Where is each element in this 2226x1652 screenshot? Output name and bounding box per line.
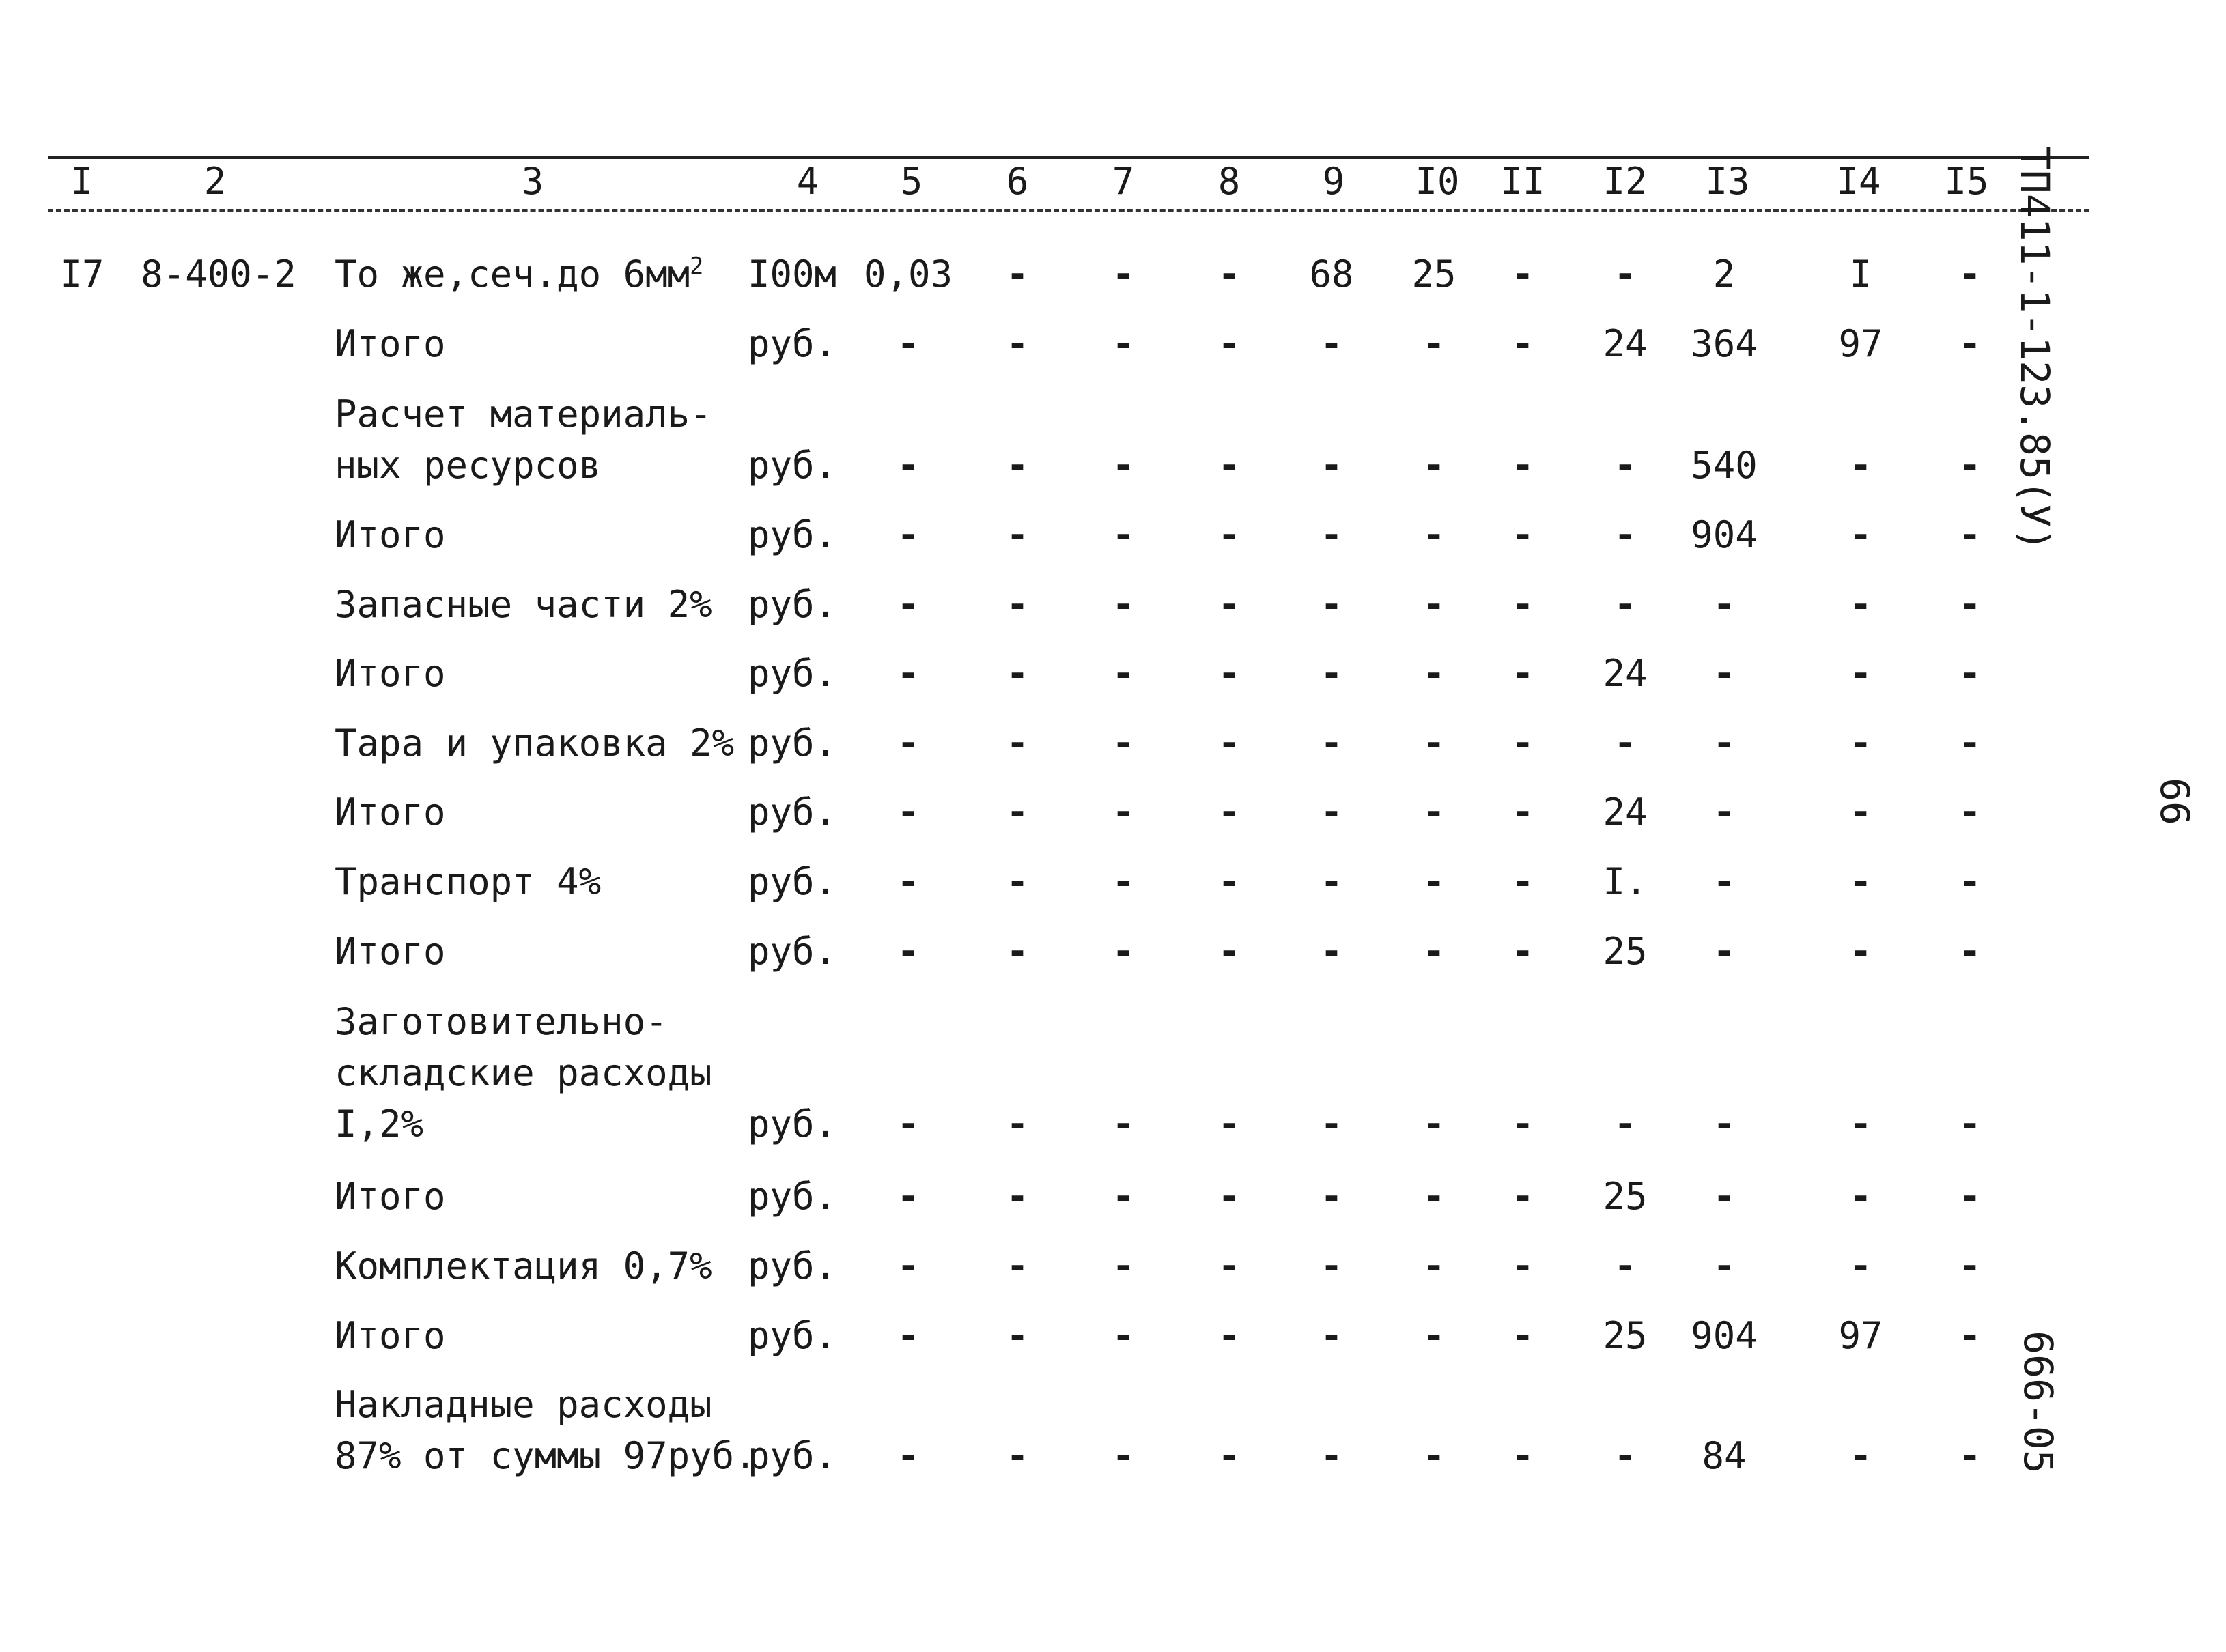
row-description: Расчет материаль- [335,393,712,436]
cell-col-10: - [1422,1314,1446,1357]
cell-col-15: - [1958,1175,1982,1218]
cell-col-6: - [1006,513,1029,556]
cell-col-8: - [1217,322,1241,365]
cell-col-9: - [1320,1175,1343,1218]
cell-col-11: - [1511,791,1534,834]
cell-col-7: - [1112,1102,1135,1145]
cell-col-6: - [1006,652,1029,695]
cell-col-5: - [897,1434,920,1477]
cell-col-15: - [1958,722,1982,765]
cell-col-5: - [897,1314,920,1357]
row-description: То же,сеч.до $6мм^2$ [335,253,704,296]
cell-col-8: - [1217,444,1241,487]
cell-col-15: - [1958,1314,1982,1357]
cell-col-7: - [1112,583,1135,626]
cell-col-15: - [1958,652,1982,695]
column-header-10: I0 [1415,160,1460,203]
cell-col-11: - [1511,652,1534,695]
cell-col-14: - [1849,791,1872,834]
cell-col-14: - [1849,860,1872,903]
row-description: 87% от суммы 97руб. [335,1434,757,1477]
cell-col-9: - [1320,860,1343,903]
cell-col-10: - [1422,860,1446,903]
cell-col-8: - [1217,722,1241,765]
cell-col-13: 904 [1691,513,1758,556]
cell-col-7: - [1112,860,1135,903]
column-header-4: 4 [796,160,819,203]
cell-col-5: - [897,444,920,487]
cell-col-13: - [1713,722,1736,765]
cell-col-10: - [1422,322,1446,365]
cell-col-5: - [897,1244,920,1287]
row-description: Итого [335,652,446,695]
cell-col-11: - [1511,930,1534,973]
document-code: 666-05 [2015,1330,2061,1474]
cell-col-12: - [1614,722,1637,765]
cell-col-9: - [1320,722,1343,765]
cell-col-7: - [1112,1314,1135,1357]
cell-col-11: - [1511,583,1534,626]
cell-col-4: руб. [747,1102,837,1145]
cell-col-14: - [1849,1102,1872,1145]
column-header-12: I2 [1603,160,1648,203]
cell-col-14: - [1849,930,1872,973]
cell-col-13: - [1713,860,1736,903]
cell-col-15: - [1958,1434,1982,1477]
cell-col-9: - [1320,444,1343,487]
cell-col-12: - [1614,1244,1637,1287]
column-header-15: I5 [1944,160,1989,203]
cell-col-10: - [1422,444,1446,487]
cell-col-6: - [1006,253,1029,296]
cell-col-5: - [897,652,920,695]
cell-col-4: руб. [747,1434,837,1477]
cell-col-10: - [1422,1434,1446,1477]
cell-col-13: - [1713,652,1736,695]
cell-col-5: - [897,791,920,834]
column-header-7: 7 [1112,160,1135,203]
cell-col-10: - [1422,652,1446,695]
row-description: Итого [335,930,446,973]
cell-col-14: - [1849,1175,1872,1218]
cell-col-9: - [1320,791,1343,834]
cell-col-14: - [1849,513,1872,556]
header-rule [48,209,2089,212]
cell-col-14: - [1849,1434,1872,1477]
page-number: 66 [2151,778,2198,825]
cell-col-4: руб. [747,513,837,556]
cell-col-9: - [1320,1314,1343,1357]
cell-col-7: - [1112,513,1135,556]
cell-col-15: - [1958,513,1982,556]
cell-col-10: - [1422,513,1446,556]
cell-col-6: - [1006,1102,1029,1145]
cell-col-12: - [1614,253,1637,296]
cell-col-5: - [897,930,920,973]
cell-col-15: - [1958,583,1982,626]
column-header-13: I3 [1705,160,1750,203]
cell-col-14: - [1849,722,1872,765]
cell-col-4: руб. [747,1244,837,1287]
cell-col-10: - [1422,1244,1446,1287]
cell-col-13: 540 [1691,444,1758,487]
cell-col-13: 364 [1691,322,1758,365]
cell-col-7: - [1112,722,1135,765]
cell-col-7: - [1112,444,1135,487]
row-description: Транспорт 4% [335,860,602,903]
cell-col-9: - [1320,930,1343,973]
cell-col-5: - [897,1102,920,1145]
cell-col-12: I. [1603,860,1648,903]
cell-col-8: - [1217,930,1241,973]
row-description: Тара и упаковка 2% [335,722,735,765]
cell-col-11: - [1511,1175,1534,1218]
cell-col-4: руб. [747,322,837,365]
column-header-14: I4 [1836,160,1881,203]
cell-col-7: - [1112,791,1135,834]
cell-col-12: - [1614,444,1637,487]
cell-col-10: - [1422,1175,1446,1218]
cell-col-10: - [1422,791,1446,834]
cell-col-8: - [1217,791,1241,834]
cell-col-12: - [1614,1102,1637,1145]
cell-col-7: - [1112,1244,1135,1287]
cell-col-6: - [1006,583,1029,626]
cell-col-13: - [1713,583,1736,626]
cell-col-15: - [1958,930,1982,973]
row-description: Комплектация 0,7% [335,1244,712,1287]
cell-col-14: - [1849,444,1872,487]
cell-col-6: - [1006,1314,1029,1357]
cell-col-10: - [1422,583,1446,626]
cell-col-12: 24 [1603,322,1648,365]
cell-col-6: - [1006,1175,1029,1218]
cell-col-14: - [1849,583,1872,626]
cell-col-13: 84 [1702,1434,1747,1477]
cell-col-4: руб. [747,583,837,626]
cell-col-13: - [1713,791,1736,834]
cell-col-5: - [897,722,920,765]
cell-col-11: - [1511,1434,1534,1477]
cell-col-11: - [1511,444,1534,487]
cell-col-9: - [1320,513,1343,556]
cell-col-15: - [1958,791,1982,834]
cell-col-6: - [1006,860,1029,903]
cell-col-4: руб. [747,722,837,765]
cell-col-8: - [1217,253,1241,296]
cell-col-14: 97 [1838,322,1883,365]
cell-col-4: руб. [747,791,837,834]
cell-col-6: - [1006,930,1029,973]
cell-col-9: - [1320,1434,1343,1477]
cell-col-6: - [1006,322,1029,365]
cell-col-8: - [1217,583,1241,626]
cell-col-7: - [1112,253,1135,296]
cell-col-5: - [897,860,920,903]
cell-col-6: - [1006,791,1029,834]
cell-col-9: - [1320,652,1343,695]
cell-col-5: - [897,583,920,626]
cell-col-8: - [1217,1244,1241,1287]
cell-col-1: I7 [59,253,104,296]
row-description: Итого [335,322,446,365]
cell-col-9: - [1320,1102,1343,1145]
row-description: Заготовительно- [335,1000,668,1043]
cell-col-10: - [1422,722,1446,765]
column-header-3: 3 [521,160,544,203]
cell-col-14: 97 [1838,1314,1883,1357]
cell-col-8: - [1217,1102,1241,1145]
cell-col-4: руб. [747,444,837,487]
column-header-8: 8 [1217,160,1241,203]
cell-col-12: 25 [1603,1175,1648,1218]
cell-col-7: - [1112,652,1135,695]
column-header-1: I [70,160,94,203]
cell-col-15: - [1958,1244,1982,1287]
cell-col-12: 24 [1603,652,1648,695]
column-header-2: 2 [203,160,227,203]
cell-col-7: - [1112,1175,1135,1218]
row-description: Накладные расходы [335,1383,712,1426]
cell-col-8: - [1217,1175,1241,1218]
cell-col-14: I [1849,253,1872,296]
cell-col-11: - [1511,513,1534,556]
cell-col-15: - [1958,322,1982,365]
cell-col-7: - [1112,930,1135,973]
column-header-11: II [1500,160,1545,203]
cell-col-2: 8-400-2 [141,253,296,296]
top-rule [48,156,2089,159]
cell-col-11: - [1511,860,1534,903]
cell-col-6: - [1006,1434,1029,1477]
cell-col-11: - [1511,722,1534,765]
cell-col-8: - [1217,1434,1241,1477]
cell-col-9: - [1320,322,1343,365]
row-description: Итого [335,1314,446,1357]
cell-col-13: - [1713,1102,1736,1145]
cell-col-15: - [1958,860,1982,903]
row-description: Запасные части 2% [335,583,712,626]
document-stamp: ТП411-1-123.85(У) [2012,146,2058,552]
row-description: Итого [335,791,446,834]
cell-col-13: - [1713,1175,1736,1218]
cell-col-12: - [1614,583,1637,626]
column-header-5: 5 [900,160,923,203]
cell-col-12: - [1614,513,1637,556]
cell-col-12: - [1614,1434,1637,1477]
cell-col-8: - [1217,860,1241,903]
row-description: складские расходы [335,1051,712,1094]
cell-col-8: - [1217,1314,1241,1357]
cell-col-4: руб. [747,1314,837,1357]
cell-col-11: - [1511,322,1534,365]
cell-col-14: - [1849,1244,1872,1287]
cell-col-4: руб. [747,652,837,695]
cell-col-6: - [1006,722,1029,765]
cell-col-12: 24 [1603,791,1648,834]
cell-col-9: - [1320,1244,1343,1287]
cell-col-7: - [1112,1434,1135,1477]
cell-col-15: - [1958,444,1982,487]
cell-col-11: - [1511,253,1534,296]
cell-col-4: руб. [747,860,837,903]
cell-col-7: - [1112,322,1135,365]
row-description: Итого [335,513,446,556]
cell-col-14: - [1849,652,1872,695]
cell-col-6: - [1006,444,1029,487]
cell-col-12: 25 [1603,1314,1648,1357]
cell-col-13: 904 [1691,1314,1758,1357]
cell-col-9: 68 [1309,253,1354,296]
row-description: ных ресурсов [335,444,602,487]
cell-col-5: - [897,513,920,556]
cell-col-15: - [1958,1102,1982,1145]
column-header-9: 9 [1322,160,1345,203]
cell-col-6: - [1006,1244,1029,1287]
cell-col-15: - [1958,253,1982,296]
cell-col-4: руб. [747,930,837,973]
row-description: I,2% [335,1102,424,1145]
cell-col-13: 2 [1713,253,1736,296]
cell-col-8: - [1217,652,1241,695]
cell-col-13: - [1713,930,1736,973]
cell-col-13: - [1713,1244,1736,1287]
cell-col-10: - [1422,1102,1446,1145]
unit-superscript: 2 [690,253,704,279]
cell-col-8: - [1217,513,1241,556]
cell-col-4: руб. [747,1175,837,1218]
cell-col-11: - [1511,1314,1534,1357]
cell-col-4: I00м [747,253,837,296]
cell-col-5: - [897,322,920,365]
cell-col-10: - [1422,930,1446,973]
cell-col-11: - [1511,1244,1534,1287]
cell-col-10: 25 [1411,253,1456,296]
row-description: Итого [335,1175,446,1218]
column-header-6: 6 [1006,160,1029,203]
cell-col-12: 25 [1603,930,1648,973]
cell-col-5: 0,03 [863,253,953,296]
cell-col-5: - [897,1175,920,1218]
cell-col-9: - [1320,583,1343,626]
cell-col-11: - [1511,1102,1534,1145]
